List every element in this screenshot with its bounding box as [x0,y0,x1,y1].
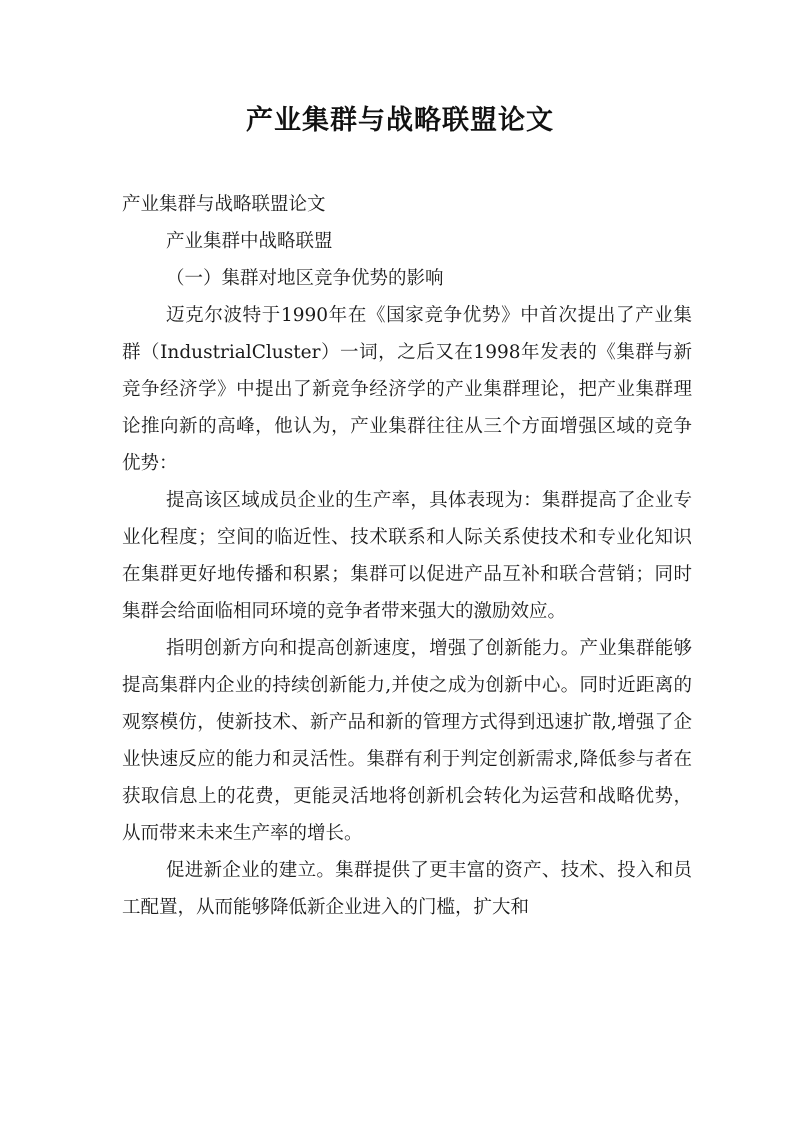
document-body [122,186,692,926]
body-paragraph: 指明创新方向和提高创新速度，增强了创新能力。产业集群能够提高集群内企业的持续创新能力,并使之成为创新中心。同时近距离的观察模仿，使新技术、新产品和新的管理方式得到迅速扩散,增强了企业快速反应的能力和灵活性。集群有利于判定创新需求,降低参与者在获取信息上的花费，更能灵活地将创新机会转化为运营和战略优势，从而带来未来生产率的增长。 [122,638,692,844]
paragraph-heading: 产业集群与战略联盟论文 [122,194,326,215]
document-title: 产业集群与战略联盟论文 [246,105,554,136]
body-paragraph: 提高该区域成员企业的生产率，具体表现为：集群提高了企业专业化程度；空间的临近性、技术联系和人际关系使技术和专业化知识在集群更好地传播和积累；集群可以促进产品互补和联合营销；同时集群会给面临相同环境的竞争者带来强大的激励效应。 [122,490,692,622]
section-heading: 产业集群中战略联盟 [166,231,333,252]
body-paragraph: 促进新企业的建立。集群提供了更丰富的资产、技术、投入和员工配置，从而能够降低新企业进入的门槛，扩大和 [122,860,692,918]
subsection-heading: （一）集群对地区竞争优势的影响 [166,268,444,289]
body-paragraph: 迈克尔波特于1990年在《国家竞争优势》中首次提出了产业集群（IndustrialCluster）一词，之后又在1998年发表的《集群与新竞争经济学》中提出了新竞争经济学的产业集群理论，把产业集群理论推向新的高峰，他认为，产业集群往往从三个方面增强区域的竞争优势： [122,305,692,474]
